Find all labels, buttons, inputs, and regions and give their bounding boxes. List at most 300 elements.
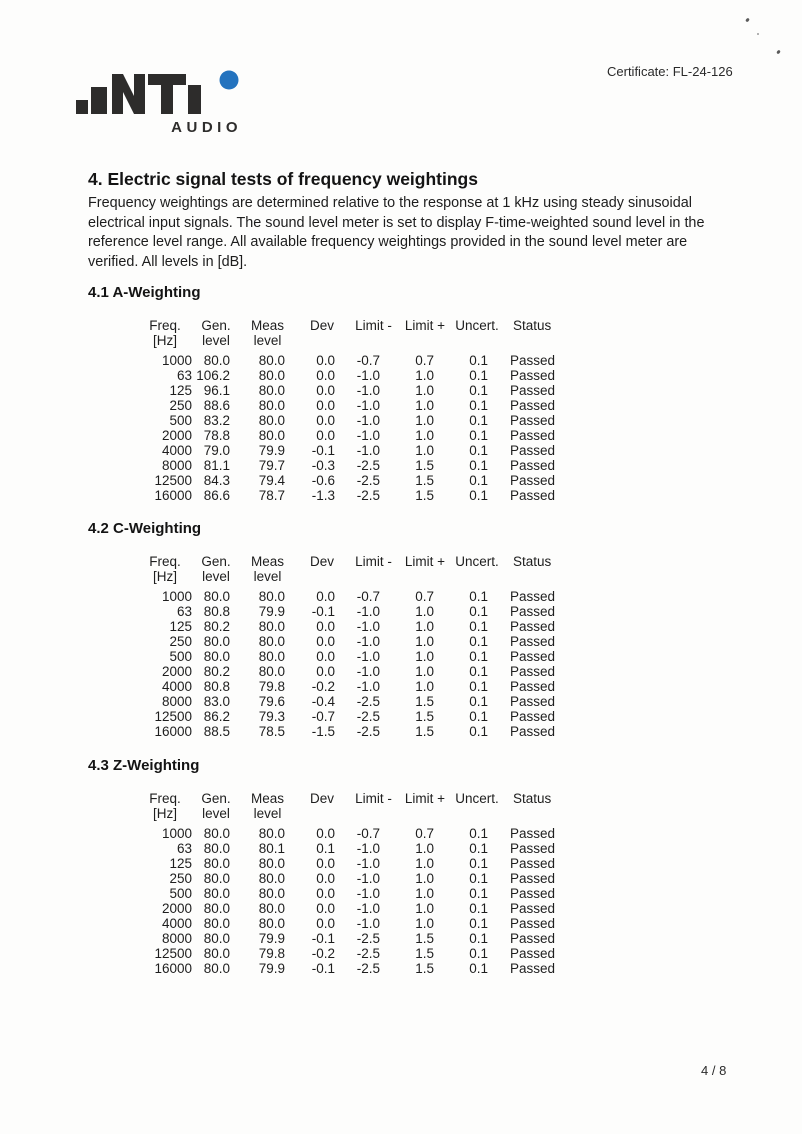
cell-gen: 78.8 [203,428,230,443]
cell-meas: 80.0 [258,916,285,931]
cell-gen: 80.0 [203,901,230,916]
cell-limit-plus: 1.0 [415,649,434,664]
cell-dev: -0.6 [311,473,335,488]
cell-limit-plus: 1.0 [415,383,434,398]
cell-dev: 0.0 [316,383,335,398]
cell-meas: 79.9 [258,604,285,619]
cell-status: Passed [510,368,556,383]
table-row [148,961,568,976]
table-row [148,679,568,694]
cell-meas: 80.0 [258,353,285,368]
col-header-meas: Meas level [250,554,284,584]
cell-meas: 80.0 [258,368,285,383]
col-header-freq: Freq. [Hz] [149,318,181,348]
cell-limit-minus: -1.0 [356,901,380,916]
cell-status: Passed [510,826,556,841]
cell-limit-minus: -2.5 [356,458,380,473]
cell-status: Passed [510,664,556,679]
cell-dev: -0.4 [311,694,335,709]
cell-uncert: 0.1 [469,931,488,946]
nti-audio-logo [66,70,246,136]
cell-status: Passed [510,473,556,488]
cell-limit-plus: 1.5 [415,473,434,488]
table-row [148,383,568,398]
cell-limit-minus: -0.7 [356,826,380,841]
col-header-uncert: Uncert. [455,791,499,806]
cell-limit-plus: 1.0 [415,901,434,916]
cell-gen: 80.0 [203,871,230,886]
cell-dev: 0.0 [316,916,335,931]
cell-uncert: 0.1 [469,679,488,694]
cell-limit-minus: -0.7 [356,353,380,368]
cell-dev: -0.2 [311,946,335,961]
cell-limit-plus: 1.0 [415,604,434,619]
cell-limit-minus: -1.0 [356,604,380,619]
cell-meas: 79.8 [258,946,285,961]
cell-uncert: 0.1 [469,886,488,901]
table-row [148,664,568,679]
cell-gen: 80.2 [203,619,230,634]
cell-limit-plus: 1.0 [415,428,434,443]
cell-limit-plus: 1.0 [415,398,434,413]
cell-status: Passed [510,488,556,503]
nti-logo-icon [66,70,246,116]
section-heading: 4.1 A-Weighting [88,284,201,301]
cell-freq: 63 [176,368,192,383]
page-title: 4. Electric signal tests of frequency weightings [88,169,478,189]
cell-uncert: 0.1 [469,901,488,916]
cell-dev: 0.0 [316,871,335,886]
cell-limit-minus: -1.0 [356,398,380,413]
cell-dev: -1.3 [311,488,335,503]
cell-freq: 2000 [161,901,192,916]
table-row [148,931,568,946]
cell-meas: 79.9 [258,961,285,976]
cell-freq: 2000 [161,428,192,443]
cell-status: Passed [510,383,556,398]
cell-uncert: 0.1 [469,664,488,679]
cell-status: Passed [510,413,556,428]
cell-freq: 1000 [161,589,192,604]
col-header-meas: Meas level [250,318,284,348]
cell-freq: 500 [169,413,192,428]
cell-uncert: 0.1 [469,619,488,634]
cell-uncert: 0.1 [469,604,488,619]
cell-gen: 88.6 [203,398,230,413]
cell-dev: -0.2 [311,679,335,694]
logo-subtitle: AUDIO [171,119,242,136]
cell-gen: 80.0 [203,916,230,931]
table-row [148,368,568,383]
cell-dev: 0.1 [316,841,335,856]
cell-limit-plus: 1.0 [415,443,434,458]
cell-limit-minus: -2.5 [356,724,380,739]
cell-limit-minus: -1.0 [356,368,380,383]
cell-limit-minus: -1.0 [356,916,380,931]
cell-status: Passed [510,856,556,871]
cell-gen: 80.0 [203,931,230,946]
cell-limit-minus: -2.5 [356,961,380,976]
cell-status: Passed [510,709,556,724]
cell-status: Passed [510,961,556,976]
table-row [148,488,568,503]
intro-line: Frequency weightings are determined relative to the response at 1 kHz using steady sinusoidal [88,195,692,211]
cell-dev: 0.0 [316,856,335,871]
table-row [148,709,568,724]
table-row [148,458,568,473]
cell-gen: 96.1 [203,383,230,398]
cell-freq: 8000 [161,694,192,709]
cell-limit-minus: -1.0 [356,841,380,856]
cell-dev: -0.3 [311,458,335,473]
cell-limit-plus: 1.0 [415,856,434,871]
cell-gen: 80.0 [203,946,230,961]
cell-freq: 500 [169,886,192,901]
cell-uncert: 0.1 [469,458,488,473]
cell-status: Passed [510,398,556,413]
cell-uncert: 0.1 [469,694,488,709]
intro-line: reference level range. All available frequency weightings provided in the sound level meter are [88,234,688,250]
section-heading: 4.3 Z-Weighting [88,757,200,774]
cell-limit-minus: -2.5 [356,473,380,488]
cell-limit-minus: -1.0 [356,649,380,664]
cell-limit-plus: 1.0 [415,841,434,856]
cell-status: Passed [510,634,556,649]
table-row [148,841,568,856]
cell-freq: 1000 [161,353,192,368]
table-row [148,724,568,739]
cell-freq: 2000 [161,664,192,679]
col-header-gen: Gen. level [201,791,231,821]
cell-uncert: 0.1 [469,473,488,488]
section-heading: 4.2 C-Weighting [88,520,202,537]
cell-limit-minus: -1.0 [356,413,380,428]
col-header-limit-plus: Limit + [404,318,446,333]
cell-limit-minus: -1.0 [356,886,380,901]
cell-freq: 12500 [154,473,192,488]
intro-paragraph [88,194,738,272]
cell-meas: 79.8 [258,679,285,694]
col-header-status: Status [513,554,552,569]
cell-uncert: 0.1 [469,353,488,368]
cell-status: Passed [510,619,556,634]
cell-freq: 12500 [154,946,192,961]
cell-limit-plus: 1.5 [415,458,434,473]
cell-freq: 500 [169,649,192,664]
cell-status: Passed [510,353,556,368]
cell-status: Passed [510,916,556,931]
cell-meas: 80.1 [258,841,285,856]
cell-status: Passed [510,871,556,886]
col-header-gen: Gen. level [201,318,231,348]
cell-uncert: 0.1 [469,856,488,871]
col-header-uncert: Uncert. [455,318,499,333]
table-row [148,428,568,443]
cell-dev: 0.0 [316,589,335,604]
cell-dev: 0.0 [316,664,335,679]
cell-limit-plus: 1.5 [415,488,434,503]
cell-limit-plus: 1.5 [415,694,434,709]
cell-gen: 106.2 [196,368,230,383]
cell-freq: 4000 [161,443,192,458]
table-row [148,886,568,901]
cell-meas: 79.9 [258,931,285,946]
cell-dev: 0.0 [316,413,335,428]
cell-freq: 63 [176,604,192,619]
cell-limit-plus: 1.5 [415,946,434,961]
col-header-status: Status [513,791,552,806]
table-row [148,826,568,841]
cell-freq: 125 [169,619,192,634]
cell-dev: 0.0 [316,649,335,664]
table-row [148,634,568,649]
intro-line: electrical input signals. The sound level meter is set to display F-time-weighted sound level in the [88,214,705,231]
cell-freq: 250 [169,634,192,649]
cell-dev: 0.0 [316,619,335,634]
cell-limit-minus: -1.0 [356,428,380,443]
col-header-limit-plus: Limit + [404,791,446,806]
cell-dev: -0.1 [311,604,335,619]
table-row [148,901,568,916]
cell-meas: 80.0 [258,619,285,634]
col-header-limit-minus: Limit - [355,554,392,569]
cell-limit-plus: 1.5 [415,724,434,739]
cell-dev: 0.0 [316,353,335,368]
cell-meas: 80.0 [258,398,285,413]
cell-limit-plus: 1.0 [415,634,434,649]
table-row [148,413,568,428]
table-header-row [148,554,568,589]
cell-status: Passed [510,443,556,458]
cell-gen: 80.0 [203,649,230,664]
cell-freq: 16000 [154,961,192,976]
cell-limit-minus: -2.5 [356,488,380,503]
cell-freq: 12500 [154,709,192,724]
cell-meas: 80.0 [258,649,285,664]
cell-limit-plus: 1.0 [415,871,434,886]
table-row [148,473,568,488]
cell-dev: -0.1 [311,443,335,458]
cell-limit-minus: -1.0 [356,619,380,634]
section-z-weighting [88,758,568,976]
cell-gen: 81.1 [203,458,230,473]
cell-uncert: 0.1 [469,709,488,724]
cell-dev: 0.0 [316,886,335,901]
cell-status: Passed [510,724,556,739]
cell-freq: 63 [176,841,192,856]
cell-meas: 80.0 [258,826,285,841]
cell-uncert: 0.1 [469,649,488,664]
cell-meas: 80.0 [258,428,285,443]
cell-gen: 80.2 [203,664,230,679]
cell-meas: 80.0 [258,901,285,916]
table-row [148,398,568,413]
col-header-gen: Gen. level [201,554,231,584]
cell-uncert: 0.1 [469,916,488,931]
cell-meas: 80.0 [258,634,285,649]
table-row [148,619,568,634]
table-row [148,604,568,619]
cell-limit-minus: -2.5 [356,946,380,961]
cell-freq: 8000 [161,458,192,473]
table-row [148,871,568,886]
cell-freq: 4000 [161,916,192,931]
col-header-freq: Freq. [Hz] [149,554,181,584]
col-header-limit-minus: Limit - [355,791,392,806]
cell-gen: 83.2 [203,413,230,428]
col-header-status: Status [513,318,552,333]
cell-freq: 250 [169,398,192,413]
cell-meas: 80.0 [258,871,285,886]
cell-limit-plus: 1.5 [415,961,434,976]
cell-uncert: 0.1 [469,589,488,604]
cell-gen: 86.2 [203,709,230,724]
cell-gen: 86.6 [203,488,230,503]
cell-limit-plus: 0.7 [415,589,434,604]
cell-limit-minus: -0.7 [356,589,380,604]
cell-meas: 80.0 [258,886,285,901]
certificate-number: Certificate: FL-24-126 [607,64,733,79]
cell-gen: 80.8 [203,679,230,694]
cell-gen: 80.0 [203,826,230,841]
cell-meas: 80.0 [258,664,285,679]
cell-status: Passed [510,901,556,916]
cell-gen: 80.0 [203,589,230,604]
col-header-freq: Freq. [Hz] [149,791,181,821]
cell-limit-minus: -1.0 [356,679,380,694]
cell-dev: 0.0 [316,826,335,841]
cell-uncert: 0.1 [469,398,488,413]
cell-status: Passed [510,886,556,901]
cell-gen: 80.0 [203,353,230,368]
cell-freq: 1000 [161,826,192,841]
cell-dev: -0.1 [311,961,335,976]
col-header-dev: Dev [309,791,334,806]
table-row [148,946,568,961]
cell-gen: 80.0 [203,961,230,976]
cell-uncert: 0.1 [469,413,488,428]
cell-limit-minus: -1.0 [356,443,380,458]
cell-dev: 0.0 [316,634,335,649]
cell-gen: 79.0 [203,443,230,458]
cell-dev: -0.7 [311,709,335,724]
cell-freq: 4000 [161,679,192,694]
cell-status: Passed [510,841,556,856]
cell-dev: 0.0 [316,398,335,413]
c-weighting-table [148,554,568,739]
section-4-block [88,169,738,272]
table-row [148,589,568,604]
cell-limit-plus: 1.5 [415,709,434,724]
cell-limit-minus: -1.0 [356,634,380,649]
cell-limit-plus: 1.0 [415,368,434,383]
cell-uncert: 0.1 [469,634,488,649]
scan-artifact [776,50,781,55]
cell-meas: 80.0 [258,589,285,604]
cell-status: Passed [510,679,556,694]
section-a-weighting [88,285,568,503]
cell-uncert: 0.1 [469,961,488,976]
cell-uncert: 0.1 [469,443,488,458]
cell-limit-plus: 0.7 [415,353,434,368]
cell-dev: -0.1 [311,931,335,946]
cell-limit-minus: -1.0 [356,871,380,886]
cell-limit-minus: -1.0 [356,664,380,679]
cell-status: Passed [510,589,556,604]
cell-limit-minus: -1.0 [356,383,380,398]
cell-status: Passed [510,946,556,961]
section-c-weighting [88,521,568,739]
cell-status: Passed [510,931,556,946]
cell-freq: 250 [169,871,192,886]
cell-limit-plus: 1.0 [415,886,434,901]
cell-freq: 16000 [154,724,192,739]
cell-limit-minus: -2.5 [356,694,380,709]
cell-uncert: 0.1 [469,428,488,443]
table-row [148,353,568,368]
cell-status: Passed [510,604,556,619]
cell-gen: 80.8 [203,604,230,619]
cell-freq: 8000 [161,931,192,946]
cell-freq: 16000 [154,488,192,503]
cell-meas: 80.0 [258,383,285,398]
col-header-dev: Dev [309,554,334,569]
cell-meas: 79.4 [258,473,285,488]
table-row [148,649,568,664]
cell-gen: 80.0 [203,856,230,871]
col-header-limit-plus: Limit + [404,554,446,569]
cell-limit-plus: 1.0 [415,679,434,694]
table-header-row [148,791,568,826]
cell-dev: 0.0 [316,428,335,443]
cell-meas: 80.0 [258,413,285,428]
cell-meas: 79.7 [258,458,285,473]
cell-uncert: 0.1 [469,826,488,841]
cell-limit-plus: 1.0 [415,664,434,679]
cell-status: Passed [510,458,556,473]
cell-limit-minus: -2.5 [356,931,380,946]
cell-gen: 88.5 [203,724,230,739]
cell-meas: 79.9 [258,443,285,458]
col-header-dev: Dev [309,318,334,333]
cell-dev: 0.0 [316,368,335,383]
col-header-limit-minus: Limit - [355,318,392,333]
cell-limit-minus: -1.0 [356,856,380,871]
a-weighting-table [148,318,568,503]
cell-freq: 125 [169,856,192,871]
intro-line: verified. All levels in [dB]. [88,253,248,270]
cell-meas: 79.3 [258,709,285,724]
cell-uncert: 0.1 [469,724,488,739]
scan-artifact [745,18,750,23]
cell-uncert: 0.1 [469,383,488,398]
cell-limit-plus: 1.5 [415,931,434,946]
cell-status: Passed [510,649,556,664]
col-header-meas: Meas level [250,791,284,821]
cell-meas: 80.0 [258,856,285,871]
col-header-uncert: Uncert. [455,554,499,569]
cell-gen: 80.0 [203,841,230,856]
cell-freq: 125 [169,383,192,398]
cell-meas: 78.5 [258,724,285,739]
cell-limit-plus: 1.0 [415,413,434,428]
table-row [148,694,568,709]
cell-uncert: 0.1 [469,841,488,856]
cell-gen: 80.0 [203,634,230,649]
cell-gen: 83.0 [203,694,230,709]
table-row [148,443,568,458]
z-weighting-table [148,791,568,976]
